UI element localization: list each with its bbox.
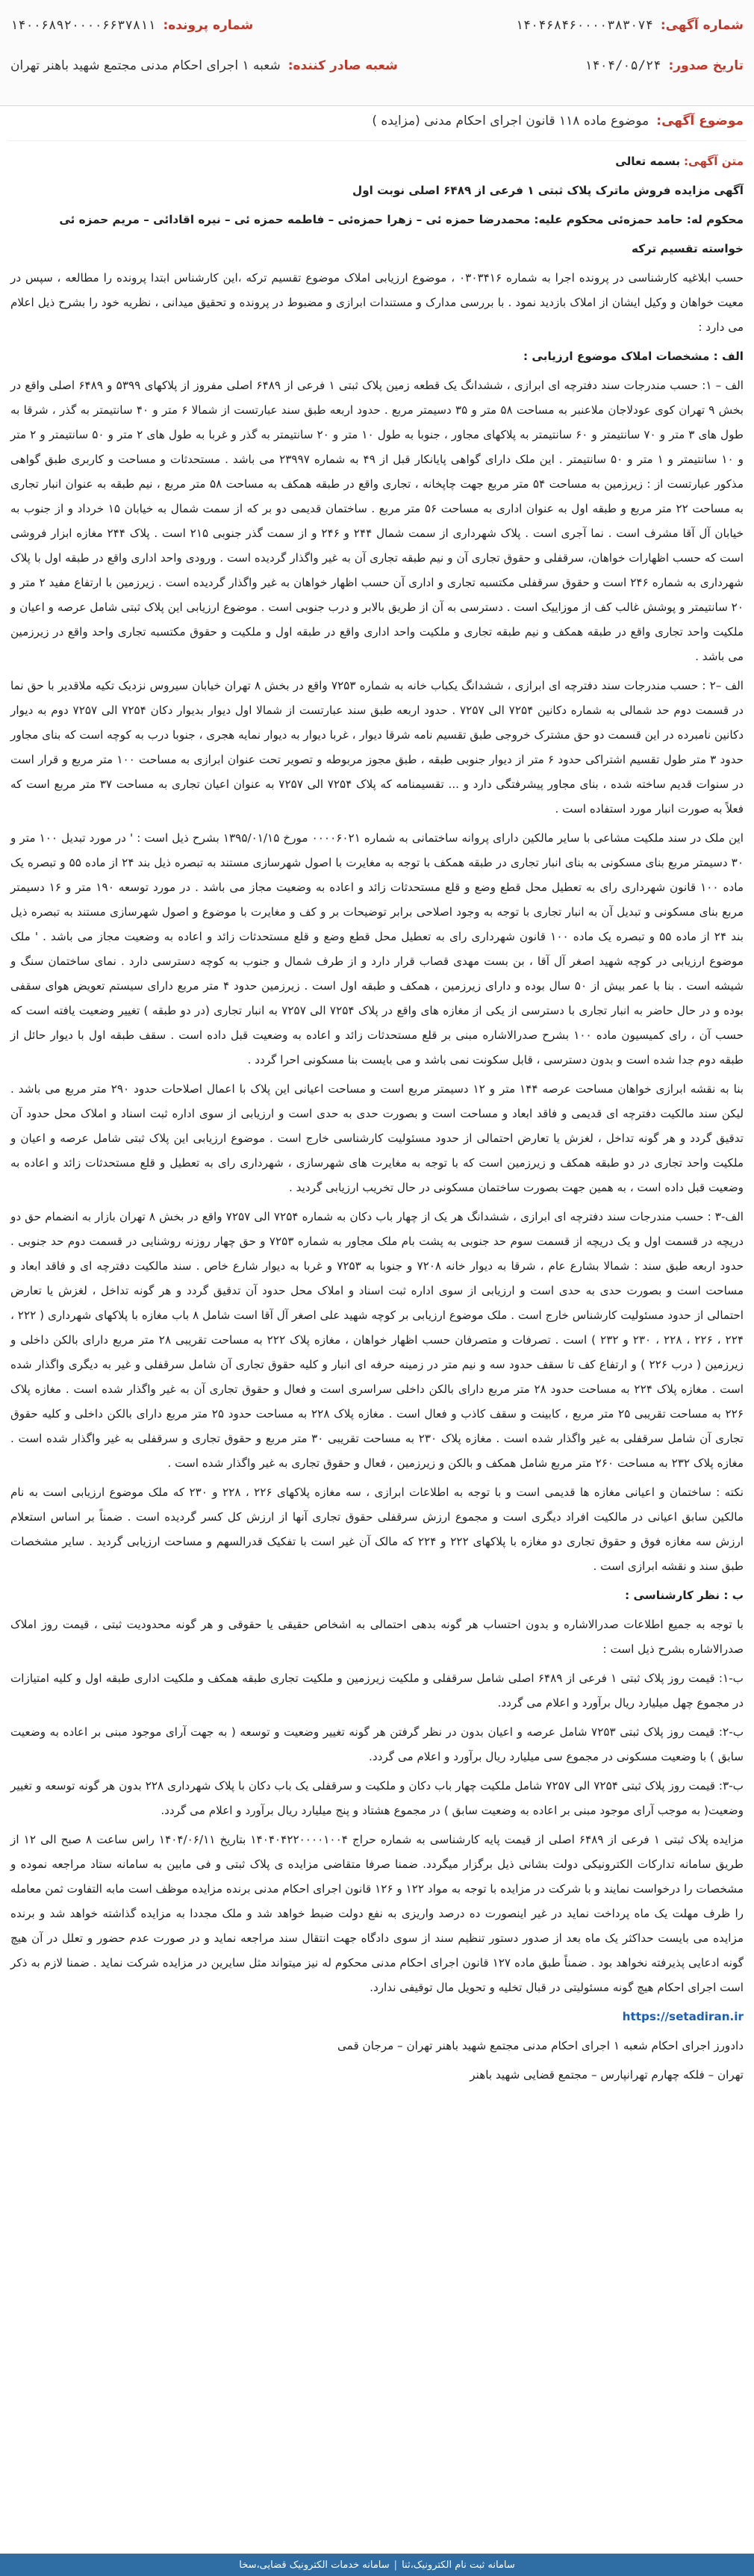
paragraph-b3: ب-۳: قیمت روز پلاک ثبتی ۷۲۵۴ الی ۷۲۵۷ شامل ملکیت چهار باب دکان و ملکیت و سرقفلی یک باب دکان با پلاک شهرداری ۲۲۸ بدون هر گونه توسعه و تغییر وضعیت( به موجب آرای موجود مبنی بر اعاده به وضعیت سابق ) در مجموع هشتاد و پنج میلیارد ریال برآورد و اعلام می گردد.: [10, 1779, 744, 1817]
ad-number: ۱۴۰۴۶۸۴۶۰۰۰۰۳۸۳۰۷۴: [515, 18, 653, 33]
footer-separator: |: [393, 2559, 398, 2571]
ad-number-label: شماره آگهی:: [660, 18, 744, 33]
paragraph-final: مزایده پلاک ثبتی ۱ فرعی از ۶۴۸۹ اصلی از قیمت پایه کارشناسی به شماره حراج ۱۴۰۴۰۴۲۲۰۰۰۰۱۰۰۴ بتاریخ ۱۴۰۴/۰۶/۱۱ راس ساعت ۸ صبح الی ۱۲ از طریق سامانه تدارکات الکترونیکی دولت بشانی ذیل برگزار میگردد. ضمنا صرفا متقاضی مزایده ی پلاک ثبتی و فی مابین به سامانه ستاد مراجعه نموده و مشخصات را درخواست نمایند و با شرکت در مزایده با توجه به مواد ۱۲۲ و ۱۲۶ قانون اجرای احکام مدنی برنده مزایده موظف است مابه التفاوت ثمن معامله را ظرف مهلت یک ماه پرداخت نماید در غیر اینصورت ده درصد واریزی به نفع دولت ضبط خواهد شد و ملک مجددا به مزایده گذاشته خواهد شد و برنده مزایده می بایست حداکثر یک ماه بعد از صدور دستور تنظیم سند از سوی دادگاه جهت انتقال سند مراجعه نماید و در صورت عدم حضور و تعلل در آن هیچ گونه ادعایی پذیرفته نخواهد بود . ضمناً طبق ماده ۱۲۷ قانون اجرای احکام مدنی محکوم له نیز میتواند مثل سایرین در مزایده شرکت نماید . ضمنا لازم به ذکر است اجرای احکام هیچ گونه مسئولیتی در قبال تخلیه و تحویل مال توقیفی ندارد.: [10, 1833, 744, 1994]
ad-header: [0, 0, 754, 106]
paragraph-alef-3: الف-۳ : حسب مندرجات سند دفترچه ای ابرازی ، ششدانگ هر یک از چهار باب دکان به شماره ۷۲۵۴ الی ۷۲۵۷ واقع در بخش ۸ تهران بازار به انضمام حق دو دریچه در قسمت اول و یک دریچه از قسمت سوم حد جنوبی به پشت بام ملک مجاور به شماره ۷۲۵۳ و حق چهار روزنه روشنایی در قسمت دوم حد جنوبی . حدود اربعه طبق سند : شمالا بشارع عام ، شرقا به دیوار خانه ۷۲۰۸ و جنوبا به ۷۲۵۳ و غربا به دیوار شارع خاص . سند مالکیت دفترچه ای و فاقد ابعاد و مساحت است و بصورت حدی به حدی است و ارزیابی از سوی اداره ثبت اسناد و املاک محل حدود آن تدقیق گردد و هر گونه تداخل ، لغزش یا تعارض احتمالی از حدود مسئولیت کارشناس خارج است . ملک موضوع ارزیابی بر کوچه شهید علی اصغر آل آقا است شامل ۸ باب مغازه با پلاکهای شهرداری ( ۲۲۲ ، ۲۲۴ ، ۲۲۶ ، ۲۲۸ ، ۲۳۰ و ۲۳۲ ) است . تصرفات و متصرفان حسب اظهار خواهان ، مغازه پلاک ۲۲۲ به مساحت تقریبی ۲۸ متر مربع دارای بالکن داخلی و زیرزمین ( درب ۲۲۶ ) و ارتفاع کف تا سقف حدود سه و نیم متر در زمینه حرفه ای انبار و کلیه حقوق تجاری آن شامل سرقفلی و غیر به دیگری واگذار شده است . مغازه پلاک ۲۲۴ به مساحت حدود ۲۸ متر مربع دارای بالکن داخلی سراسری است و فعال و حقوق تجاری آن به غیر واگذار شده است . مغازه پلاک ۲۲۶ به مساحت تقریبی ۲۵ متر مربع ، کابینت و سقف کاذب و فعال است . مغازه پلاک ۲۲۸ به مساحت حدود ۲۵ متر مربع دارای بالکن داخلی و کلیه حقوق تجاری آن شامل سرقفلی به غیر واگذار شده است . مغازه پلاک ۲۳۰ به مساحت تقریبی ۳۰ متر مربع و حقوق تجاری و سرقفلی به غیر واگذار شده است . مغازه پلاک ۲۳۲ به مساحت ۲۶۰ متر مربع شامل همکف و بالکن و زیرزمین ، فعال و حقوق تجاری به غیر واگذار شده است .: [10, 1210, 744, 1470]
subject-value: موضوع ماده ۱۱۸ قانون اجرای احکام مدنی (مزایده ): [372, 114, 649, 128]
subject-label: موضوع آگهی:: [656, 114, 744, 128]
paragraph-alef-2: الف –۲ : حسب مندرجات سند دفترچه ای ابرازی ، ششدانگ یکباب خانه به شماره ۷۲۵۳ واقع در بخش ۸ تهران خیابان سیروس نزدیک تکیه ملاقدیر با حق نما در قسمت دوم حد شمالی به شماره دکانین ۷۲۵۴ الی ۷۲۵۷ . حدود اربعه طبق سند عبارتست از شمالا اول دیوار بدیوار دکان ۷۲۵۴ الی ۷۲۵۷ دوم به دیوار دکانین نامبرده در این قسمت دو حق مشترک خروجی طبق تقسیم نامه شرقا دیوار ، غربا دیوار به دیوار نمایه هجری ، جنوبا درب به کوچه است که بنای مجاور حدود ۳ متر طول تقسیم اشتراکی حدود ۶ متر از دیوار جنوبی طبقه ، طبق مجوز مربوطه و تصویر تحت عنوان ابرازی به مساحت ۱۰۰ متر مربع و قرار است در سنوات قدیم ساخته شده ، بنای مجاور پیشرفتگی دارد و ... تقسیمنامه که پلاک ۷۲۵۴ الی ۷۲۵۷ به عنوان اعیان تجاری به مساحت ۳۷ متر مربع است که فعلاً به صورت انبار مورد استفاده است .: [10, 679, 744, 816]
case-number: ۱۴۰۰۶۸۹۲۰۰۰۰۶۶۳۷۸۱۱: [10, 18, 156, 33]
case-number-row: [10, 10, 253, 40]
signature: دادورز اجرای احکام شعبه ۱ اجرای احکام مدنی مجتمع شهید باهنر تهران – مرجان قمی: [337, 2039, 744, 2052]
paragraph-alef-2c: بنا به نقشه ابرازی خواهان مساحت عرصه ۱۴۴ متر و ۱۲ دسیمتر مربع است و مساحت اعیانی این پلاک با اعمال اصلاحات حدود ۲۹۰ متر مربع می باشد . لیکن سند مالکیت دفترچه ای قدیمی و فاقد ابعاد و مساحت است و بصورت حدی به حدی است و ارزیابی از سوی اداره ثبت اسناد و املاک محل حدود آن تدقیق گردد و هر گونه تداخل ، لغزش یا تعارض احتمالی از حدود مسئولیت کارشناسی خارج است . موضوع ارزیابی این پلاک ثبتی شامل عرصه و اعیان و ملکیت واحد تجاری در دو طبقه همکف و زیرزمین است که با توجه به مغایرت های شهرسازی ، شهرداری رای به تعطیل و قلع مستحدثات زائد و اعاده به وضعیت قبل داده است ، به همین جهت بصورت ساختمان مسکونی در حال تخریب ارزیابی گردید .: [10, 1082, 744, 1194]
case-number-label: شماره پرونده:: [163, 18, 254, 33]
branch-row: [10, 51, 398, 81]
address: تهران – فلکه چهارم تهرانپارس – مجتمع قضایی شهید باهنر: [470, 2068, 744, 2082]
request: خواسته تقسیم ترکه: [632, 242, 744, 255]
paragraph-b2: ب-۲: قیمت روز پلاک ثبتی ۷۲۵۳ شامل عرصه و اعیان بدون در نظر گرفتن هر گونه تغییر وضعیت و توسعه ( به جهت آرای موجود مبنی بر اعاده به وضعیت سابق ) با وضعیت مسکونی در مجموع سی میلیارد ریال برآورد و اعلام می گردد.: [10, 1725, 744, 1763]
branch-label: شعبه صادر کننده:: [287, 58, 398, 73]
paragraph-b1: ب-۱: قیمت روز پلاک ثبتی ۱ فرعی از ۶۴۸۹ اصلی شامل سرقفلی و ملکیت زیرزمین و ملکیت تجاری طبقه همکف و ملکیت اداری طبقه اول و کلیه امتیازات در مجموع چهل میلیارد ریال برآورد و اعلام می گردد.: [10, 1672, 744, 1710]
footer-bar: [0, 2554, 754, 2576]
parties: محکوم له: حامد حمزه‌ئی محکوم علیه: محمدرضا حمزه ئی – زهرا حمزه‌ئی – فاطمه حمزه ئی – نیره اقادائی – مریم حمزه ئی: [59, 213, 744, 226]
setad-link[interactable]: https://setadiran.ir: [622, 2010, 744, 2023]
subject-divider: [7, 140, 747, 141]
ad-number-row: [516, 10, 744, 40]
text-label: متن آگهی:: [683, 155, 744, 168]
bismillah: بسمه تعالی: [615, 155, 681, 168]
issue-date: ۱۴۰۴/۰۵/۲۴: [585, 58, 661, 73]
issue-date-row: [585, 51, 744, 81]
paragraph-alef-3b: نکته : ساختمان و اعیانی مغازه ها قدیمی است و با توجه به اطلاعات ابرازی ، سه مغازه پلاکهای ۲۲۶ ، ۲۲۸ و ۲۳۰ که ملک موضوع ارزیابی است به نام مالکین سابق اعیانی در مالکیت افراد دیگری است و مجموع ارزش سرقفلی حقوق تجاری آنها از ارزش کل کسر گردیده است . ضمناً بر اساس استعلام ارزش سه مغازه فوق و حقوق تجاری دو مغازه با پلاکهای ۲۲۲ و ۲۲۴ که مالک آن غیر است با تفکیک قدرالسهم و مساحت ارزیابی گردید . سایر مشخصات طبق سند و نقشه ابرازی است .: [10, 1486, 744, 1573]
branch-name: شعبه ۱ اجرای احکام مدنی مجتمع شهید باهنر تهران: [10, 58, 281, 73]
paragraph-alef-2b: این ملک در سند ملکیت مشاعی با سایر مالکین دارای پروانه ساختمانی به شماره ۰۰۰۰۶۰۲۱ مورخ ۱۳۹۵/۰۱/۱۵ بشرح ذیل است : ' در مورد تبدیل ۱۰۰ متر و ۳۰ دسیمتر مربع بنای مسکونی به بنای انبار تجاری در طبقه همکف با توجه به مغایرت با اصول شهرسازی مستند به تبصره ذیل بند ۲۴ از ماده ۵۵ و تبصره یک ماده ۱۰۰ قانون شهرداری رای به تعطیل محل قطع وضع و قلع مستحدثات زائد و اعاده به وضعیت مجاز می باشد . در مورد توسعه ۱۹۰ متر و ۱۶ دسیمتر مربع بنای مسکونی و تبدیل آن به انبار تجاری با توجه به وجود اصلاحی برابر توضیحات بر و کف و مغایرت با موضوع و اصول شهرسازی مستند به تبصره ذیل بند ۲۴ از ماده ۵۵ و تبصره یک ماده ۱۰۰ قانون شهرداری رای به تعطیل محل قطع وضع و قلع مستحدثات زائد و اعاده به وضعیت مجاز می باشد . ' ملک موضوع ارزیابی در کوچه شهید اصغر آل آقا ، بن بست مهدی قصاب قرار دارد و از طرف شمال و جنوب به کوچه دسترسی دارد . نمای ساختمان سنگ و شیشه است . بنا با عمر بیش از ۵۰ سال بوده و دارای زیرزمین ، همکف و طبقه اول است . زیرزمین حدود ۴ متر مربع دارای سیستم تعویض هوای سقفی بوده و در حال حاضر به انبار تجاری با دسترسی از یکی از مغازه های واقع در پلاک ۷۲۵۴ الی ۷۲۵۷ به انبار تجاری (در دو طبقه ) تغییر وضعیت یافته است که حسب آن ، رای کمیسیون ماده ۱۰۰ بشرح صدرالاشاره مبنی بر قلع مستحدثات زائد و اعاده به وضعیت قبل داده است . سقف طبقه اول با دیوار حائل از طبقه دوم جدا شده است و بدون دسترسی ، قابل سکونت نمی باشد و می بایست بنا مسکونی احرا گردد .: [10, 831, 744, 1067]
ad-title: آگهی مزایده فروش ماترک پلاک ثبتی ۱ فرعی از ۶۴۸۹ اصلی نوبت اول: [352, 184, 744, 197]
subject-row: [372, 114, 744, 128]
paragraph-b0: با توجه به جمیع اطلاعات صدرالاشاره و بدون احتساب هر گونه بدهی احتمالی به اشخاص حقیقی یا حقوقی و هر گونه محدودیت ثبتی ، قیمت روز املاک صدرالاشاره بشرح ذیل است :: [10, 1618, 744, 1656]
ad-body: [10, 149, 744, 2092]
footer-sana-link[interactable]: سامانه ثبت نام الکترونیک،ثنا: [402, 2559, 515, 2571]
section-a-heading: الف : مشخصات املاک موضوع ارزیابی :: [523, 350, 744, 363]
section-b-heading: ب : نظر کارشناسی :: [625, 1589, 744, 1602]
footer-sakha-link[interactable]: سامانه خدمات الکترونیک قضایی،سخا: [239, 2559, 390, 2571]
issue-date-label: تاریخ صدور:: [668, 58, 744, 73]
intro-paragraph: حسب ابلاغیه کارشناسی در پرونده اجرا به شماره ۰۳۰۳۴۱۶ ، موضوع ارزیابی املاک موضوع تقسیم ترکه ،این کارشناس ابتدا پرونده را مطالعه ، سپس در معیت خواهان و وکیل ایشان از املاک بازدید نمود . با بررسی مدارک و مستندات ابرازی و مضبوط در پرونده و تحقیق میدانی ، نظریه خود را بشرح ذیل اعلام می دارد :: [10, 271, 744, 334]
paragraph-alef-1: الف – ۱: حسب مندرجات سند دفترچه ای ابرازی ، ششدانگ یک قطعه زمین پلاک ثبتی ۱ فرعی از ۶۴۸۹ اصلی مفروز از پلاکهای ۵۳۹۹ و ۶۴۸۹ اصلی واقع در بخش ۹ تهران کوی عودلاجان ملاعنبر به مساحت ۵۸ متر و ۳۵ دسیمتر مربع . حدود اربعه طبق سند عبارتست از شمالا ۶ متر و ۴۰ سانتیمتر به گذر ، شرقا به طول های ۳ متر و ۷۰ سانتیمتر و ۶۰ سانتیمتر به پلاکهای مجاور ، جنوبا به طول ۱۰ متر و ۲۰ سانتیمتر به گذر و غربا به طول های ۲ متر و ۵۰ سانتیمتر و ۲ متر و ۱۰ سانتیمتر و ۱ متر و ۵۰ سانتیمتر . این ملک دارای گواهی پایانکار قبل از ۴۹ به شماره ۲۳۹۹۷ می باشد . مستحدثات و مساحت و کاربری طبق گواهی مذکور عبارتست از : زیرزمین به مساحت ۵۴ متر مربع جهت چاپخانه ، تجاری واقع در طبقه همکف به مساحت ۵۸ متر مربع ، نیم طبقه به عنوان انبار تجاری به مساحت ۲۲ متر مربع و طبقه اول به عنوان اداری به مساحت ۵۶ متر مربع . ساختمان قدیمی دو بر که از سمت شمال به خیابان ۱۵ خرداد و از جنوب به خیابان آل آقا مشرف است . نما آجری است . پلاک شهرداری از سمت شمال ۲۴۴ و ۲۴۶ و از سمت گذر جنوبی ۲۱۵ است . پلاک ۲۴۴ مغازه ابزار فروشی است که حسب اظهارات خواهان، سرقفلی و حقوق تجاری آن و نیم طبقه تجاری آن به غیر واگذار گردیده است . ورودی واحد اداری واقع در طبقه اول با پلاک شهرداری به شماره ۲۴۶ است و حقوق سرقفلی مکتسبه تجاری و اداری آن حسب اظهار خواهان به غیر واگذار گردیده است . زیرزمین با ارتفاع مفید ۲ متر و ۲۰ سانتیمتر و پوشش غالب کف از موزاییک است . دسترسی به آن از طریق بالابر و درب جنوبی است . موضوع ارزیابی این پلاک ثبتی شامل عرصه و اعیان و ملکیت واحد تجاری واقع در طبقه همکف و نیم طبقه تجاری و ملکیت واحد اداری واقع در طبقه اول و ملکیت و حقوق مکتسبه تجاری واحد واقع در زیرزمین می باشد .: [10, 379, 744, 663]
